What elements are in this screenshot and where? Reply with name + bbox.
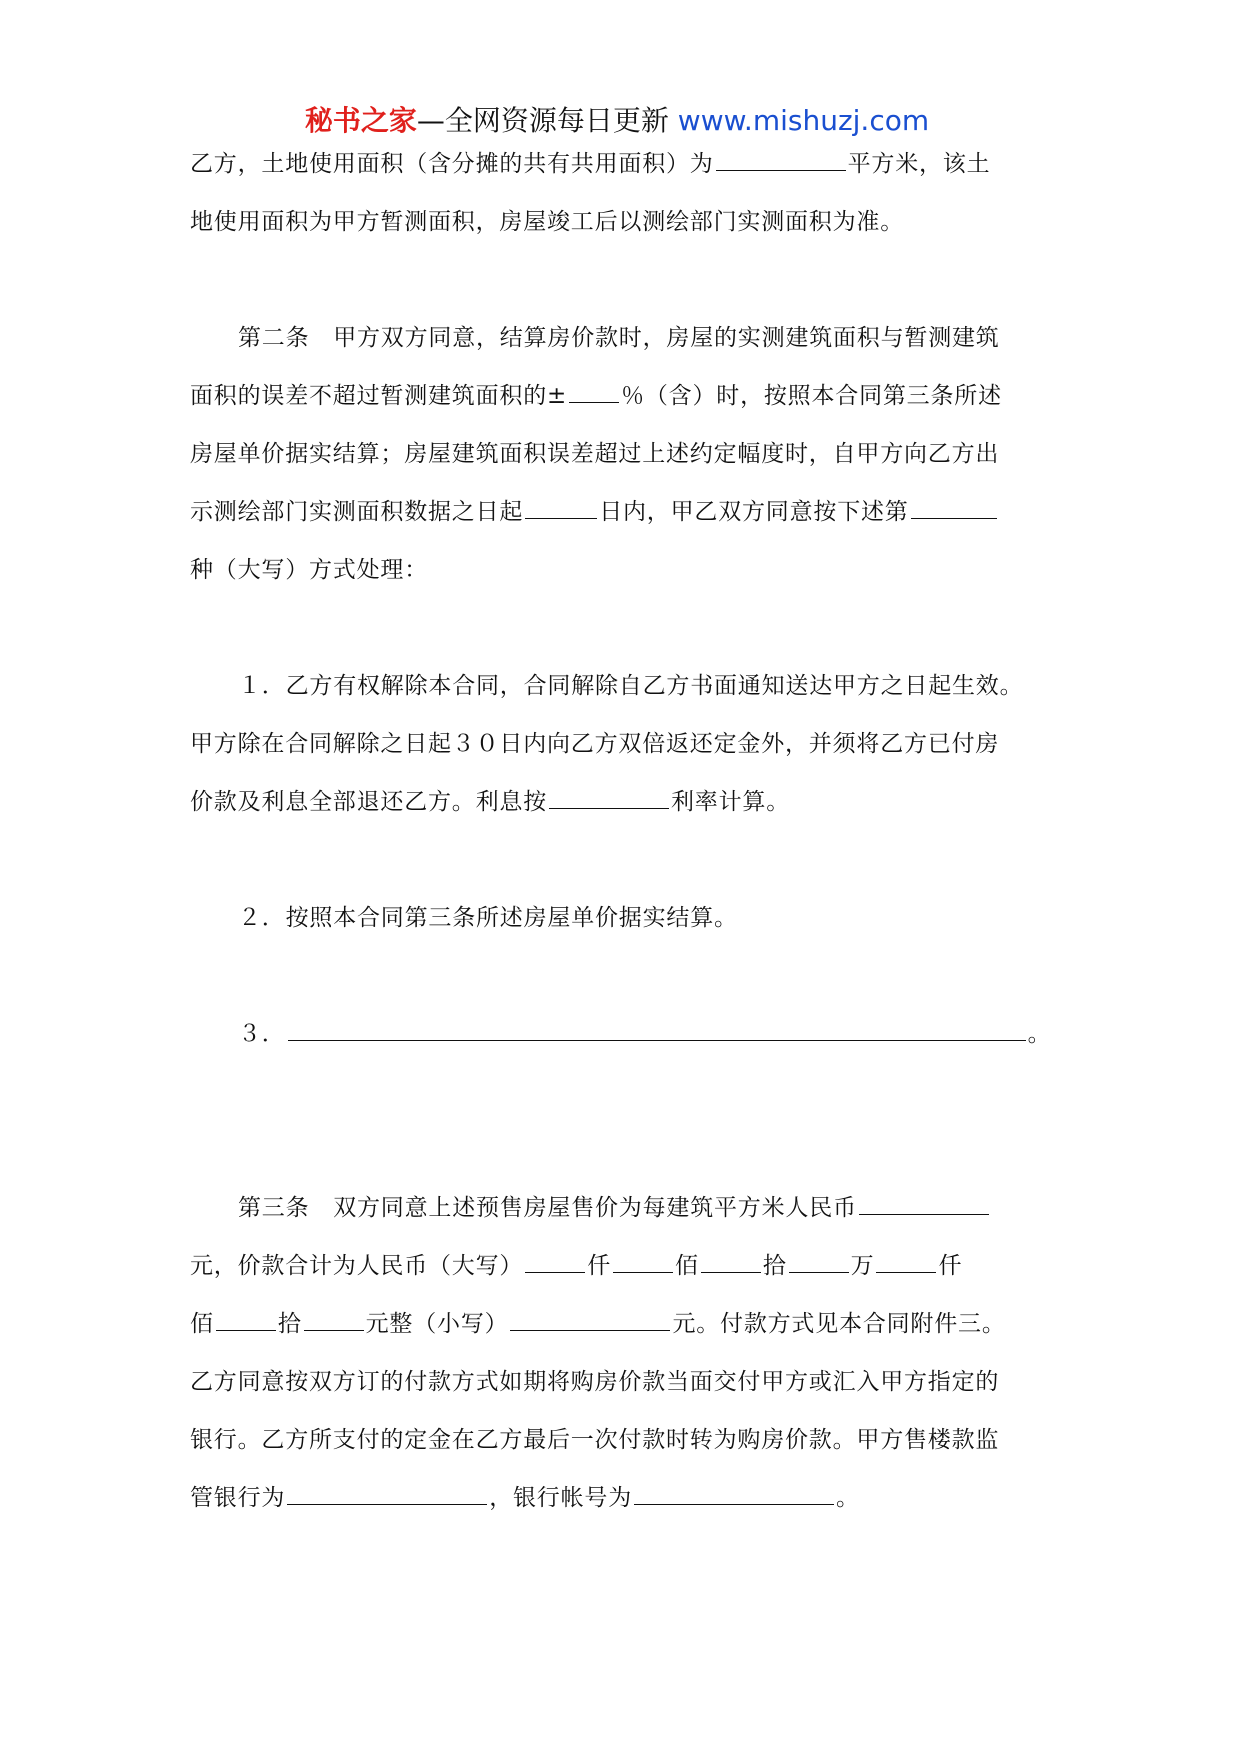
item-1-line: １．乙方有权解除本合同，合同解除自乙方书面通知送达甲方之日起生效。 <box>238 673 1024 699</box>
blank-field <box>859 1192 989 1215</box>
brand-name: 秘书之家 <box>304 104 417 137</box>
blank-field <box>701 1250 761 1273</box>
doc-line: 元，价款合计为人民币（大写） 仟 佰 拾 万 仟 <box>190 1250 1070 1282</box>
article-3-heading-line: 第三条 双方同意上述预售房屋售价为每建筑平方米人民币 <box>238 1192 1118 1224</box>
blank-field <box>525 496 597 519</box>
doc-line: 地使用面积为甲方暂测面积，房屋竣工后以测绘部门实测面积为准。 <box>190 209 904 235</box>
doc-line: 管银行为 ，银行帐号为 。 <box>190 1482 1070 1514</box>
blank-field <box>613 1250 673 1273</box>
site-header <box>0 102 1234 140</box>
item-3-line: ３． 。 <box>238 1018 1118 1050</box>
doc-line: 佰 拾 元整（小写） 元。付款方式见本合同附件三。 <box>190 1308 1070 1340</box>
header-slogan: —全网资源每日更新 <box>416 104 669 137</box>
blank-field <box>716 148 846 171</box>
blank-field <box>510 1308 670 1331</box>
doc-line: 价款及利息全部退还乙方。利息按 利率计算。 <box>190 786 1070 818</box>
doc-line: 甲方除在合同解除之日起３０日内向乙方双倍返还定金外，并须将乙方已付房 <box>190 731 1000 757</box>
blank-field <box>789 1250 849 1273</box>
blank-field <box>216 1308 276 1331</box>
doc-line: 示测绘部门实测面积数据之日起 日内，甲乙双方同意按下述第 <box>190 496 1070 528</box>
blank-field <box>525 1250 585 1273</box>
doc-line: 房屋单价据实结算；房屋建筑面积误差超过上述约定幅度时，自甲方向乙方出 <box>190 441 1000 467</box>
doc-line: 种（大写）方式处理： <box>190 557 428 583</box>
blank-field <box>876 1250 936 1273</box>
doc-line: 乙方同意按双方订的付款方式如期将购房价款当面交付甲方或汇入甲方指定的 <box>190 1369 1000 1395</box>
item-2-line: ２．按照本合同第三条所述房屋单价据实结算。 <box>238 905 738 931</box>
blank-field <box>634 1482 834 1505</box>
blank-field <box>569 380 619 403</box>
doc-line: 银行。乙方所支付的定金在乙方最后一次付款时转为购房价款。甲方售楼款监 <box>190 1427 1000 1453</box>
blank-field <box>287 1482 487 1505</box>
blank-field <box>549 786 669 809</box>
article-2-heading-line: 第二条 甲方双方同意，结算房价款时，房屋的实测建筑面积与暂测建筑 <box>238 325 1000 351</box>
blank-field <box>911 496 997 519</box>
doc-line: 乙方，土地使用面积（含分摊的共有共用面积）为 平方米，该土 <box>190 148 1070 180</box>
blank-field <box>288 1018 1026 1041</box>
doc-line: 面积的误差不超过暂测建筑面积的± ％（含）时，按照本合同第三条所述 <box>190 380 1070 412</box>
site-link[interactable]: www.mishuzj.com <box>668 104 930 137</box>
blank-field <box>304 1308 364 1331</box>
